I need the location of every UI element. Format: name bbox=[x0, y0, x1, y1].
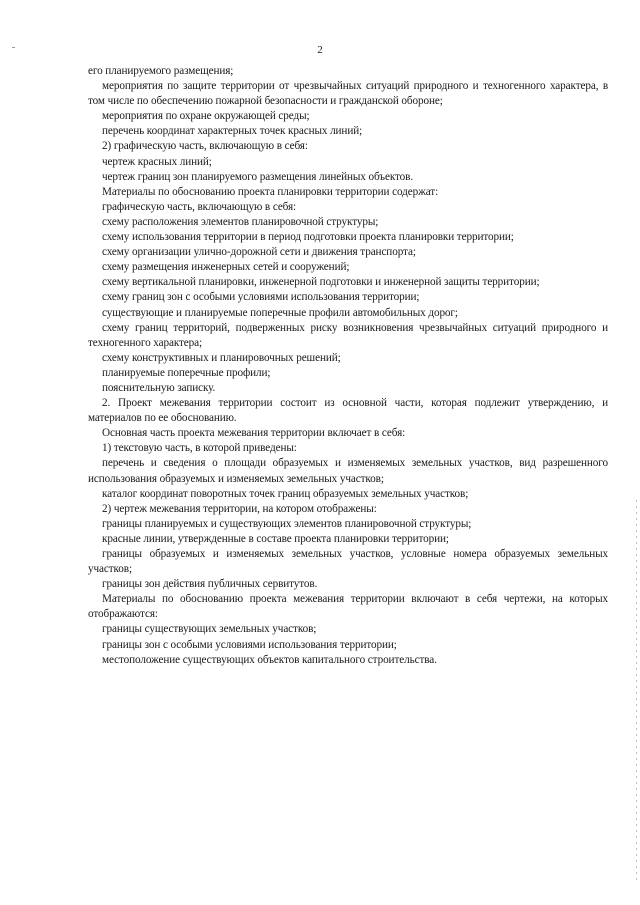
paragraph: 1) текстовую часть, в которой приведены: bbox=[102, 442, 297, 455]
paragraph: схему использования территории в период подготовки проекта планировки территории; bbox=[102, 231, 514, 244]
paragraph: границы существующих земельных участков; bbox=[102, 623, 317, 636]
paragraph: красные линии, утвержденные в составе проекта планировки территории; bbox=[102, 532, 449, 545]
paragraph: границы зон с особыми условиями использования территории; bbox=[102, 638, 397, 651]
paragraph: пояснительную записку. bbox=[102, 381, 216, 394]
document-body bbox=[88, 64, 608, 668]
paragraph: планируемые поперечные профили; bbox=[102, 366, 271, 379]
paragraph: мероприятия по охране окружающей среды; bbox=[102, 110, 310, 123]
paragraph: 2. Проект межевания территории состоит из основной части, которая подлежит утверждению, и материалов по ее обоснованию. bbox=[88, 397, 608, 425]
paragraph: схему конструктивных и планировочных решений; bbox=[102, 351, 341, 364]
paragraph: границы образуемых и изменяемых земельных участков, условные номера образуемых земельных участков; bbox=[88, 548, 608, 576]
paragraph: схему размещения инженерных сетей и сооружений; bbox=[102, 261, 350, 274]
paragraph: схему расположения элементов планировочной структуры; bbox=[102, 215, 379, 228]
paragraph: местоположение существующих объектов капитального строительства. bbox=[102, 653, 437, 666]
paragraph: Материалы по обоснованию проекта планировки территории содержат: bbox=[102, 185, 439, 198]
paragraph: каталог координат поворотных точек границ образуемых земельных участков; bbox=[102, 487, 469, 500]
paragraph: схему границ зон с особыми условиями использования территории; bbox=[102, 291, 420, 304]
paragraph: графическую часть, включающую в себя: bbox=[102, 200, 297, 213]
paragraph: чертеж красных линий; bbox=[102, 155, 212, 168]
paragraph: 2) чертеж межевания территории, на котором отображены: bbox=[102, 502, 377, 515]
paragraph: чертеж границ зон планируемого размещения линейных объектов. bbox=[102, 170, 414, 183]
paragraph: Материалы по обоснованию проекта межевания территории включают в себя чертежи, на которых отображаются: bbox=[88, 593, 608, 621]
paragraph: существующие и планируемые поперечные профили автомобильных дорог; bbox=[102, 306, 458, 319]
paragraph: схему вертикальной планировки, инженерной подготовки и инженерной защиты территории; bbox=[102, 276, 540, 289]
paragraph: перечень и сведения о площади образуемых и изменяемых земельных участков, вид разрешенного использования образуемых и изменяемых земельных участков; bbox=[88, 457, 608, 485]
paragraph: перечень координат характерных точек красных линий; bbox=[102, 125, 363, 138]
scan-edge-artifact bbox=[636, 500, 637, 880]
paragraph: схему границ территорий, подверженных риску возникновения чрезвычайных ситуаций природного и техногенного характера; bbox=[88, 321, 608, 349]
paragraph: Основная часть проекта межевания территории включает в себя: bbox=[102, 427, 406, 440]
paragraph: его планируемого размещения; bbox=[88, 65, 234, 77]
paragraph: границы планируемых и существующих элементов планировочной структуры; bbox=[102, 517, 472, 530]
page-number: 2 bbox=[317, 44, 323, 56]
paragraph: 2) графическую часть, включающую в себя: bbox=[102, 140, 308, 153]
paragraph: мероприятия по защите территории от чрезвычайных ситуаций природного и техногенного характера, в том числе по обеспечению пожарной безопасности и гражданской обороне; bbox=[88, 80, 608, 108]
paragraph: границы зон действия публичных сервитутов. bbox=[102, 578, 318, 591]
paragraph: схему организации улично-дорожной сети и движения транспорта; bbox=[102, 246, 416, 259]
